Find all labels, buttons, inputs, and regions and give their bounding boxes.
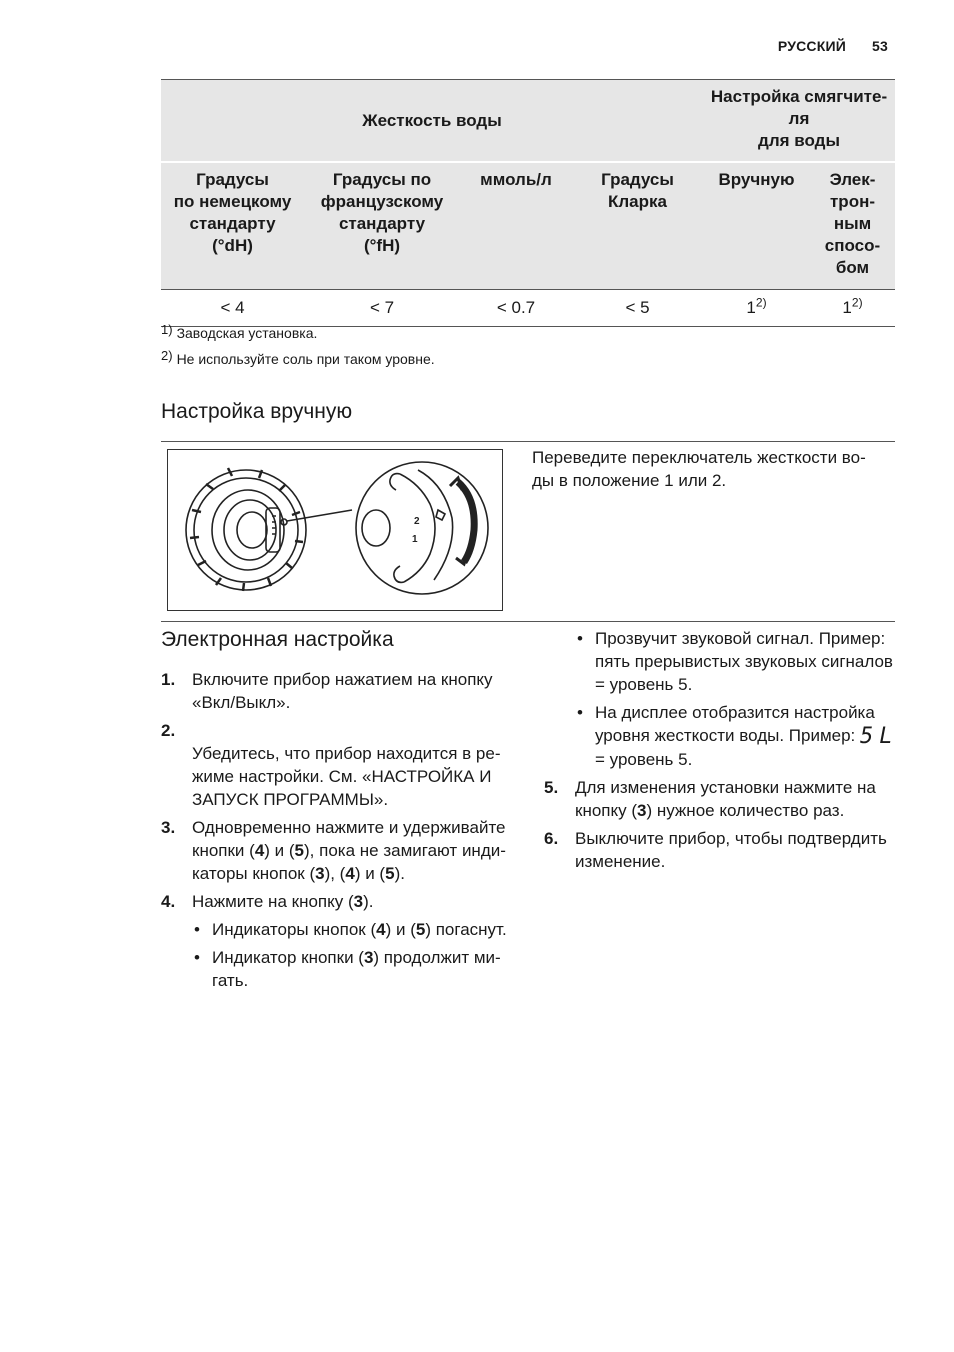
col-header-fh: Градусы по французскому стандарту (°fH) (304, 162, 460, 290)
col-header-electronic: Элек- трон- ным спосо- бом (810, 162, 895, 290)
list-item: • Индикаторы кнопок (4) и (5) погаснут. (194, 920, 507, 939)
display-example: 5L (860, 724, 899, 749)
col-header-clarke: Градусы Кларка (572, 162, 703, 290)
page-header (778, 38, 888, 54)
manual-setting-text: Переведите переключатель жесткости во- ды в положение 1 или 2. (532, 448, 866, 490)
footnote-2: $^{2)}$ Не используйте соль при таком уровне. (161, 348, 435, 367)
list-item: 5. Для изменения установки нажмите на кнопку (3) нужное количество раз. (544, 778, 876, 820)
cell-fh: < 7 (304, 290, 460, 327)
dial-label-2: 2 (414, 516, 420, 527)
col-header-manual: Вручную (703, 162, 810, 290)
list-item: 2. Убедитесь, что прибор находится в ре- жиме настройки. См. «НАСТРОЙКА И ЗАПУСК ПРОГРАММЫ». (161, 721, 501, 809)
electronic-steps-right (544, 627, 899, 878)
cell-manual: 1$^{2)}$ (703, 290, 810, 327)
list-item: • На дисплее отобразится настройка уровня жесткости воды. Пример: 5L = уровень 5. (577, 703, 899, 769)
header-language: РУССКИЙ (777, 38, 847, 54)
cell-mmol: < 0.7 (460, 290, 572, 327)
water-hardness-table (161, 79, 895, 327)
cell-clarke: < 5 (572, 290, 703, 327)
footnote-ref: 2) (755, 295, 767, 310)
header-softener-setting: Настройка смягчите- ля для воды (703, 80, 895, 163)
footnote-ref: 2) (851, 295, 863, 310)
section-divider (161, 441, 895, 442)
dial-label-1: 1 (412, 534, 418, 545)
list-item: 1. Включите прибор нажатием на кнопку «Вкл/Выкл». (161, 670, 493, 712)
list-item: • Индикатор кнопки (3) продолжит ми- гать. (194, 948, 501, 990)
cell-electronic: 1$^{2)}$ (810, 290, 895, 327)
list-item: 6. Выключите прибор, чтобы подтвердить изменение. (544, 829, 887, 871)
manual-setting-heading: Настройка вручную (161, 400, 353, 423)
col-header-dh: Градусы по немецкому стандарту (°dH) (161, 162, 304, 290)
dial-drawing (168, 450, 502, 610)
electronic-steps-left (161, 668, 516, 997)
header-water-hardness: Жесткость воды (161, 80, 703, 163)
page-number: 53 (872, 38, 888, 54)
list-item: • Прозвучит звуковой сигнал. Пример: пять прерывистых звуковых сигналов = уровень 5. (577, 629, 893, 694)
cell-dh: < 4 (161, 290, 304, 327)
hardness-dial-illustration (167, 449, 503, 611)
section-divider (161, 621, 895, 622)
table-row (161, 290, 895, 327)
col-header-mmol: ммоль/л (460, 162, 572, 290)
list-item: 4. Нажмите на кнопку (3). (161, 892, 374, 911)
footnote-1: $^{1)}$ Заводская установка. (161, 322, 318, 341)
electronic-setting-heading: Электронная настройка (161, 628, 394, 651)
list-item: 3. Одновременно нажмите и удерживайте кнопки (4) и (5), пока не замигают инди- каторы кнопок (3), (4) и (5). (161, 818, 506, 883)
